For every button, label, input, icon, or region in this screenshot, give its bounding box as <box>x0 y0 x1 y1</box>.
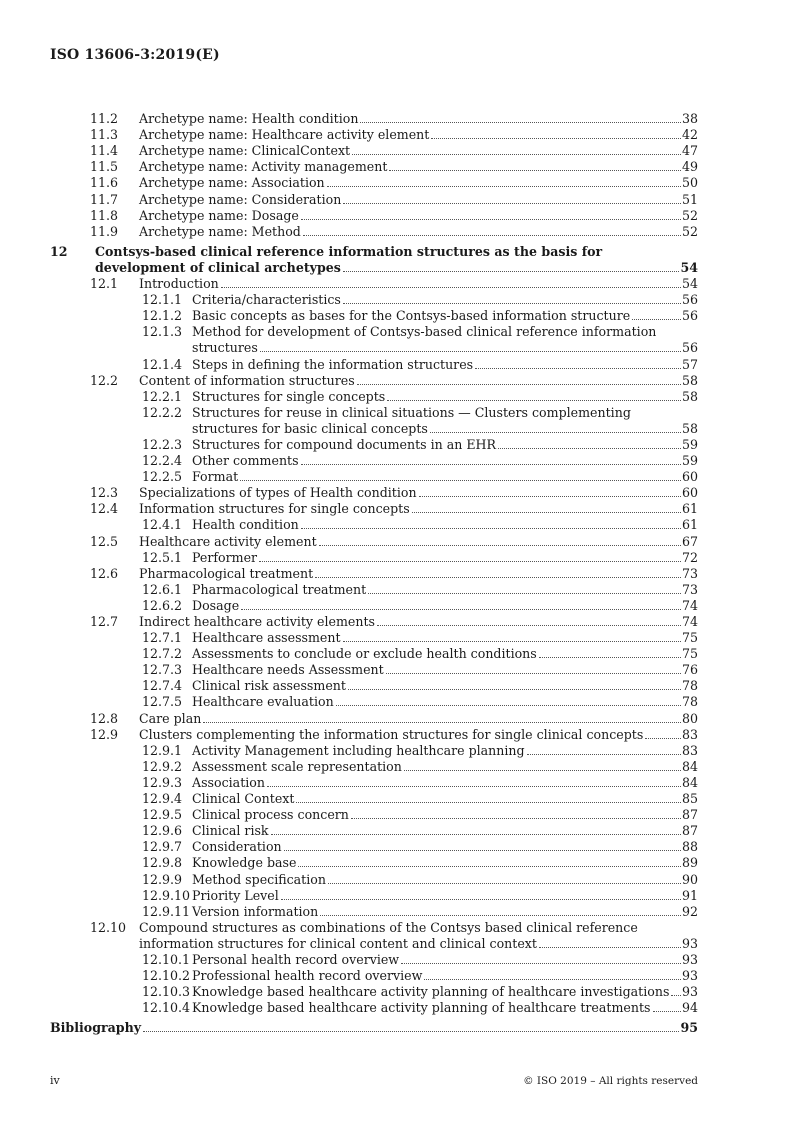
toc-entry[interactable] <box>50 597 698 613</box>
toc-entry-page: 56 <box>681 340 698 356</box>
toc-entry-page: 57 <box>681 356 698 372</box>
toc-entry-page: 74 <box>681 614 698 629</box>
toc-entry-number: 12.5.1 <box>142 549 183 565</box>
dot-leader <box>143 1031 679 1032</box>
toc-entry-number: 12.9.5 <box>142 807 183 823</box>
toc-entry-page: 93 <box>681 935 698 951</box>
toc-entry-number: 12.9 <box>90 726 119 742</box>
toc-entry-title: Knowledge base <box>192 855 297 871</box>
toc-entry-number: 12.9.4 <box>142 791 183 807</box>
toc-entry-number: 12.10.2 <box>142 968 191 984</box>
toc-entry[interactable] <box>50 355 698 371</box>
toc-entry-title: Healthcare assessment <box>192 630 341 646</box>
toc-entry-page: 75 <box>681 630 698 646</box>
toc-entry-title: Structures for compound documents in an EHR <box>192 436 497 452</box>
dot-leader <box>389 170 681 171</box>
toc-entry-title: Bibliography <box>50 1020 142 1036</box>
toc-entry-title: Priority Level <box>192 887 279 903</box>
toc-entry-number: 12.1.4 <box>142 356 183 372</box>
toc-entry-line[interactable] <box>50 323 698 339</box>
toc-entry-number: 12.2.2 <box>142 404 183 420</box>
toc-entry[interactable] <box>50 999 698 1015</box>
toc-entry-title: Structures for reuse in clinical situations — Clusters complementing <box>192 404 631 420</box>
toc-entry-title: Assessments to conclude or exclude health conditions <box>192 646 537 662</box>
toc-entry-number: 12.6.1 <box>142 581 183 597</box>
toc-entry-page: 83 <box>681 726 698 742</box>
toc-entry[interactable] <box>50 142 698 158</box>
toc-entry-number: 12.2.3 <box>142 436 183 452</box>
toc-entry-title: Professional health record overview <box>192 968 423 984</box>
toc-entry-page: 60 <box>681 469 698 485</box>
table-of-contents <box>50 110 698 1035</box>
dot-leader <box>343 303 681 304</box>
toc-entry-page: 93 <box>681 951 698 967</box>
dot-leader <box>320 915 681 916</box>
toc-entry-page: 88 <box>681 839 698 855</box>
toc-entry-page: 75 <box>681 646 698 662</box>
toc-entry-title: Archetype name: Method <box>139 223 301 239</box>
toc-entry-line[interactable] <box>50 243 698 259</box>
toc-entry[interactable] <box>50 532 698 548</box>
toc-entry[interactable] <box>50 291 698 307</box>
toc-entry-number: 12.4 <box>90 501 119 517</box>
toc-entry-title: Contsys-based clinical reference information structures as the basis for <box>95 243 603 259</box>
toc-entry[interactable] <box>50 388 698 404</box>
toc-entry-number: 12.9.8 <box>142 855 183 871</box>
dot-leader <box>539 947 681 948</box>
toc-entry-title: Association <box>192 774 265 790</box>
toc-entry[interactable] <box>50 372 698 388</box>
toc-entry[interactable] <box>50 742 698 758</box>
dot-leader <box>419 496 681 497</box>
toc-entry-line[interactable] <box>50 404 698 420</box>
dot-leader <box>203 722 681 723</box>
toc-entry-number: 12.4.1 <box>142 517 183 533</box>
toc-entry[interactable] <box>50 645 698 661</box>
toc-entry-title: Clinical Context <box>192 791 295 807</box>
toc-entry-number: 11.5 <box>90 159 119 175</box>
toc-entry-title: Clinical risk assessment <box>192 678 346 694</box>
toc-entry[interactable] <box>50 259 698 275</box>
dot-leader <box>387 400 681 401</box>
toc-entry-title: Version information <box>192 903 319 919</box>
toc-entry-title: information structures for clinical content and clinical context <box>139 935 537 951</box>
dot-leader <box>336 705 681 706</box>
toc-entry[interactable] <box>50 174 698 190</box>
copyright-notice: © ISO 2019 – All rights reserved <box>523 1075 698 1087</box>
dot-leader <box>632 319 681 320</box>
document-id-header: ISO 13606-3:2019(E) <box>50 47 220 63</box>
dot-leader <box>401 963 681 964</box>
dot-leader <box>386 673 681 674</box>
toc-entry[interactable] <box>50 110 698 126</box>
toc-entry-number: 12.2.5 <box>142 469 183 485</box>
dot-leader <box>352 154 681 155</box>
toc-entry-page: 54 <box>681 276 698 292</box>
dot-leader <box>645 738 681 739</box>
dot-leader <box>343 641 681 642</box>
toc-entry-title: Other comments <box>192 453 299 469</box>
toc-entry[interactable] <box>50 307 698 323</box>
toc-entry-number: 12.7.3 <box>142 662 183 678</box>
dot-leader <box>328 883 681 884</box>
toc-entry-page: 67 <box>681 533 698 549</box>
dot-leader <box>351 818 681 819</box>
toc-entry[interactable] <box>50 581 698 597</box>
toc-entry-page: 84 <box>681 774 698 790</box>
toc-entry-page: 78 <box>681 694 698 710</box>
toc-entry-number: 12.7.4 <box>142 678 183 694</box>
toc-entry[interactable] <box>50 484 698 500</box>
toc-entry-number: 11.6 <box>90 175 119 191</box>
toc-entry-title: Indirect healthcare activity elements <box>139 614 376 629</box>
toc-entry-page: 56 <box>681 292 698 308</box>
dot-leader <box>368 593 681 594</box>
toc-entry-title: Dosage <box>192 597 240 613</box>
toc-entry[interactable] <box>50 677 698 693</box>
toc-entry[interactable] <box>50 854 698 870</box>
toc-entry-number: 11.3 <box>90 127 119 143</box>
toc-entry-title: Basic concepts as bases for the Contsys-based information structure <box>192 308 631 324</box>
toc-entry-title: structures <box>192 340 258 356</box>
toc-entry-number: 12.7 <box>90 614 119 629</box>
toc-entry-title: Archetype name: Health condition <box>139 111 359 127</box>
dot-leader <box>343 271 680 272</box>
toc-entry-page: 80 <box>681 710 698 726</box>
dot-leader <box>271 834 681 835</box>
toc-entry-number: 12.1.1 <box>142 292 183 308</box>
dot-leader <box>527 754 681 755</box>
toc-entry[interactable] <box>50 709 698 725</box>
toc-entry-title: Archetype name: Healthcare activity element <box>139 127 430 143</box>
toc-entry-title: Steps in defining the information structures <box>192 356 474 372</box>
toc-entry-page: 85 <box>681 791 698 807</box>
toc-entry-page: 74 <box>681 597 698 613</box>
toc-entry[interactable] <box>50 613 698 629</box>
toc-entry-number: 12.7.1 <box>142 630 183 646</box>
toc-entry-number: 11.8 <box>90 207 119 223</box>
toc-entry-number: 12.9.1 <box>142 742 183 758</box>
dot-leader <box>301 219 681 220</box>
dot-leader <box>296 802 681 803</box>
toc-entry-number: 12.9.9 <box>142 871 183 887</box>
toc-entry-page: 59 <box>681 453 698 469</box>
toc-entry-page: 92 <box>681 903 698 919</box>
toc-entry-title: Criteria/characteristics <box>192 292 341 308</box>
toc-entry-number: 12.10.3 <box>142 984 191 1000</box>
dot-leader <box>404 770 681 771</box>
toc-entry-title: Consideration <box>192 839 282 855</box>
dot-leader <box>475 368 681 369</box>
toc-entry-number: 12.7.5 <box>142 694 183 710</box>
toc-entry-title: Introduction <box>139 276 219 292</box>
dot-leader <box>319 545 681 546</box>
toc-entry[interactable] <box>50 629 698 645</box>
toc-entry[interactable] <box>50 774 698 790</box>
toc-entry-title: Performer <box>192 549 258 565</box>
toc-entry-page: 49 <box>681 159 698 175</box>
toc-entry-page: 42 <box>681 127 698 143</box>
toc-entry-number: 12 <box>50 243 68 259</box>
toc-entry-page: 93 <box>681 968 698 984</box>
toc-entry-title: Archetype name: Consideration <box>139 191 342 207</box>
dot-leader <box>431 138 681 139</box>
toc-entry-page: 87 <box>681 823 698 839</box>
toc-entry-number: 12.10.4 <box>142 1000 191 1016</box>
toc-entry[interactable] <box>50 452 698 468</box>
toc-entry[interactable] <box>50 207 698 223</box>
toc-entry[interactable] <box>50 903 698 919</box>
toc-entry[interactable] <box>50 275 698 291</box>
dot-leader <box>424 979 681 980</box>
toc-entry[interactable] <box>50 126 698 142</box>
toc-entry[interactable] <box>50 758 698 774</box>
toc-entry[interactable] <box>50 951 698 967</box>
dot-leader <box>301 464 681 465</box>
toc-entry-page: 58 <box>681 372 698 388</box>
toc-entry-number: 12.2.4 <box>142 453 183 469</box>
toc-entry[interactable] <box>50 693 698 709</box>
toc-entry-title: Personal health record overview <box>192 951 400 967</box>
toc-entry[interactable] <box>50 790 698 806</box>
toc-entry[interactable] <box>50 806 698 822</box>
toc-entry[interactable] <box>50 838 698 854</box>
toc-entry-number: 11.4 <box>90 143 119 159</box>
dot-leader <box>240 480 681 481</box>
dot-leader <box>671 995 681 996</box>
toc-entry[interactable] <box>50 339 698 355</box>
toc-entry[interactable] <box>50 468 698 484</box>
toc-entry-number: 12.9.11 <box>142 903 191 919</box>
toc-entry-page: 54 <box>680 259 698 275</box>
toc-entry-page: 73 <box>681 581 698 597</box>
toc-entry-title: Content of information structures <box>139 372 355 388</box>
toc-entry-page: 58 <box>681 420 698 436</box>
toc-entry-page: 72 <box>681 549 698 565</box>
toc-entry-page: 61 <box>681 501 698 517</box>
toc-entry-title: Healthcare activity element <box>139 533 317 549</box>
toc-entry-page: 73 <box>681 565 698 581</box>
toc-entry[interactable] <box>50 935 698 951</box>
toc-entry-title: Archetype name: ClinicalContext <box>139 143 351 159</box>
toc-entry-title: Healthcare needs Assessment <box>192 662 384 678</box>
toc-entry-title: Archetype name: Activity management <box>139 159 388 175</box>
toc-entry-number: 11.9 <box>90 223 119 239</box>
toc-entry[interactable] <box>50 661 698 677</box>
toc-entry-number: 12.5 <box>90 533 119 549</box>
toc-entry-page: 61 <box>681 517 698 533</box>
toc-entry[interactable] <box>50 516 698 532</box>
toc-entry-number: 11.7 <box>90 191 119 207</box>
dot-leader <box>412 512 681 513</box>
toc-entry-title: Knowledge based healthcare activity planning of healthcare treatments <box>192 1000 651 1016</box>
dot-leader <box>539 657 681 658</box>
toc-entry[interactable] <box>50 500 698 516</box>
dot-leader <box>241 609 681 610</box>
toc-entry-page: 52 <box>681 207 698 223</box>
toc-entry[interactable] <box>50 967 698 983</box>
toc-entry-title: Clusters complementing the information structures for single clinical concepts <box>139 726 644 742</box>
toc-entry-title: Structures for single concepts <box>192 388 386 404</box>
dot-leader <box>298 866 681 867</box>
toc-entry[interactable] <box>50 870 698 886</box>
toc-entry-page: 84 <box>681 758 698 774</box>
toc-entry-number: 12.6.2 <box>142 597 183 613</box>
toc-entry-number: 12.9.3 <box>142 774 183 790</box>
dot-leader <box>267 786 681 787</box>
toc-entry-page: 76 <box>681 662 698 678</box>
toc-entry-number: 12.2.1 <box>142 388 183 404</box>
toc-entry-page: 95 <box>680 1020 698 1036</box>
toc-entry-number: 12.6 <box>90 565 119 581</box>
toc-entry-number: 12.10.1 <box>142 951 191 967</box>
toc-entry-title: Health condition <box>192 517 299 533</box>
dot-leader <box>343 203 681 204</box>
toc-entry-page: 51 <box>681 191 698 207</box>
toc-entry-title: Clinical process concern <box>192 807 349 823</box>
dot-leader <box>360 122 681 123</box>
toc-entry-title: Compound structures as combinations of the Contsys based clinical reference <box>139 919 638 935</box>
toc-entry-title: Care plan <box>139 710 202 726</box>
dot-leader <box>430 432 681 433</box>
toc-entry[interactable] <box>50 726 698 742</box>
toc-entry-title: Assessment scale representation <box>192 758 402 774</box>
toc-entry-page: 94 <box>681 1000 698 1016</box>
toc-entry-title: Archetype name: Association <box>139 175 325 191</box>
toc-entry[interactable] <box>50 565 698 581</box>
dot-leader <box>260 351 681 352</box>
toc-entry-page: 91 <box>681 887 698 903</box>
toc-entry[interactable] <box>50 223 698 239</box>
toc-entry-title: Healthcare evaluation <box>192 694 334 710</box>
dot-leader <box>259 561 681 562</box>
toc-entry[interactable] <box>50 190 698 206</box>
toc-entry-page: 87 <box>681 807 698 823</box>
dot-leader <box>327 186 681 187</box>
toc-entry-page: 93 <box>681 984 698 1000</box>
dot-leader <box>348 689 681 690</box>
toc-entry-number: 12.1 <box>90 276 119 292</box>
toc-entry-page: 90 <box>681 871 698 887</box>
dot-leader <box>284 850 681 851</box>
toc-entry[interactable] <box>50 436 698 452</box>
toc-entry-page: 56 <box>681 308 698 324</box>
toc-entry[interactable] <box>50 420 698 436</box>
toc-entry-number: 12.10 <box>90 919 127 935</box>
dot-leader <box>315 577 681 578</box>
toc-entry-title: Activity Management including healthcare planning <box>192 742 525 758</box>
toc-entry[interactable] <box>50 158 698 174</box>
toc-entry-number: 12.9.7 <box>142 839 183 855</box>
dot-leader <box>357 384 681 385</box>
toc-entry-number: 12.9.10 <box>142 887 191 903</box>
toc-entry-number: 12.2 <box>90 372 119 388</box>
toc-entry[interactable] <box>50 983 698 999</box>
toc-entry-number: 12.9.2 <box>142 758 183 774</box>
toc-entry-number: 12.1.3 <box>142 324 183 340</box>
toc-entry[interactable] <box>50 549 698 565</box>
toc-entry-title: Information structures for single concepts <box>139 501 410 517</box>
toc-entry-page: 58 <box>681 388 698 404</box>
toc-entry-page: 47 <box>681 143 698 159</box>
dot-leader <box>377 625 681 626</box>
dot-leader <box>498 448 681 449</box>
toc-entry-title: Archetype name: Dosage <box>139 207 299 223</box>
toc-entry-number: 12.8 <box>90 710 119 726</box>
toc-entry-bibliography[interactable] <box>50 1019 698 1035</box>
toc-entry-title: Format <box>192 469 239 485</box>
toc-entry-page: 78 <box>681 678 698 694</box>
toc-entry[interactable] <box>50 887 698 903</box>
toc-entry-title: Method specification <box>192 871 326 887</box>
toc-entry-title: Method for development of Contsys-based clinical reference information <box>192 324 657 340</box>
toc-entry-number: 12.9.6 <box>142 823 183 839</box>
toc-entry-page: 52 <box>681 223 698 239</box>
toc-entry-number: 12.7.2 <box>142 646 183 662</box>
dot-leader <box>653 1011 681 1012</box>
toc-entry-page: 59 <box>681 436 698 452</box>
dot-leader <box>301 528 681 529</box>
toc-entry-title: structures for basic clinical concepts <box>192 420 428 436</box>
toc-entry-title: Clinical risk <box>192 823 269 839</box>
toc-entry[interactable] <box>50 822 698 838</box>
toc-entry-title: Specializations of types of Health condition <box>139 485 417 501</box>
dot-leader <box>303 235 681 236</box>
toc-entry-page: 60 <box>681 485 698 501</box>
toc-entry-page: 89 <box>681 855 698 871</box>
dot-leader <box>281 899 681 900</box>
toc-entry-line[interactable] <box>50 919 698 935</box>
page-number: iv <box>50 1074 60 1087</box>
toc-entry-title: Knowledge based healthcare activity planning of healthcare investigations <box>192 984 670 1000</box>
toc-entry-title: Pharmacological treatment <box>139 565 314 581</box>
toc-entry-number: 12.1.2 <box>142 308 183 324</box>
dot-leader <box>221 287 681 288</box>
toc-entry-number: 12.3 <box>90 485 119 501</box>
toc-entry-page: 83 <box>681 742 698 758</box>
toc-entry-title: development of clinical archetypes <box>95 259 341 275</box>
toc-entry-number: 11.2 <box>90 111 119 127</box>
toc-entry-page: 50 <box>681 175 698 191</box>
toc-entry-page: 38 <box>681 111 698 127</box>
toc-entry-title: Pharmacological treatment <box>192 581 367 597</box>
